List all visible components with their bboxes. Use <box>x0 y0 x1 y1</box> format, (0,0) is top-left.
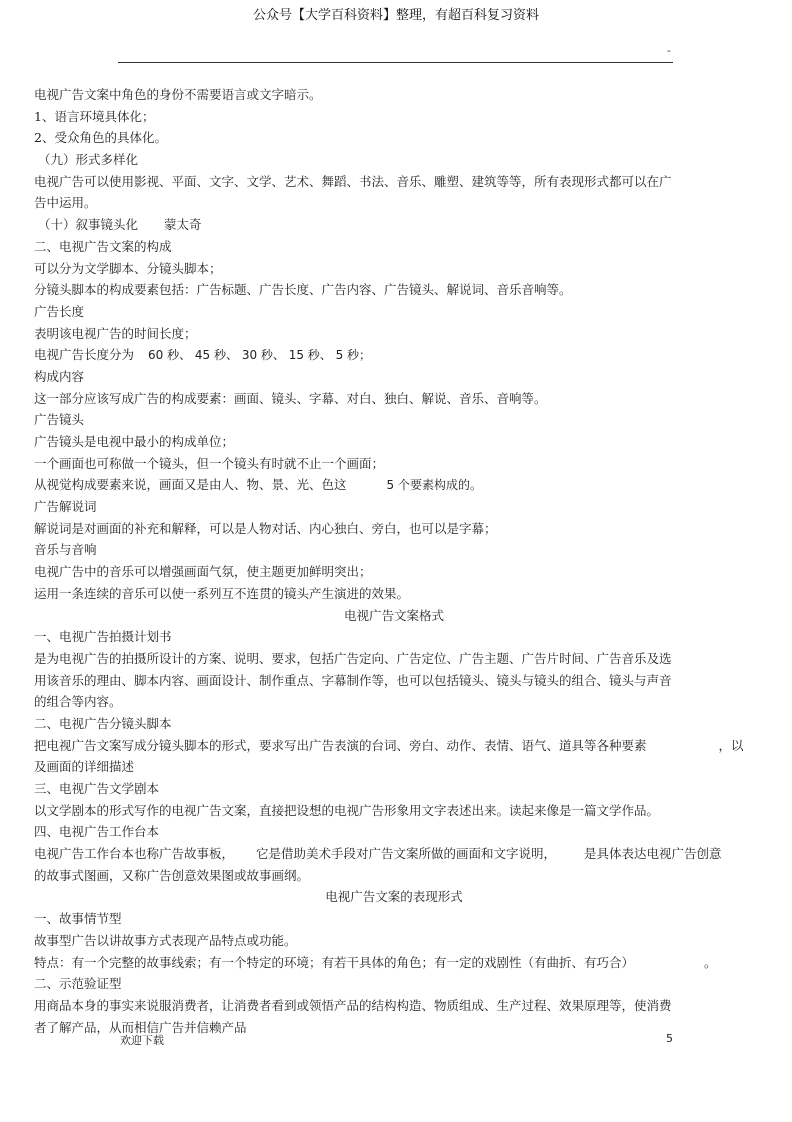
section-title: 电视广告文案的表现形式 <box>325 889 463 905</box>
page-header: 公众号【大学百科资料】整理，有超百科复习资料 <box>252 8 539 23</box>
document-body <box>34 84 754 1038</box>
heading-text: 蒙太奇 <box>164 217 202 233</box>
header-rule <box>118 62 673 63</box>
body-text: 电视广告工作台本也称广告故事板， <box>34 846 235 862</box>
body-text: 5 个要素构成的。 <box>386 478 482 493</box>
body-line: 的故事式图画，又称广告创意效果图或故事画纲。 <box>34 867 310 883</box>
body-line: 电视广告文案中角色的身份不需要语言或文字暗示。 <box>34 87 322 102</box>
body-line: 者了解产品，从而相信广告并信赖产品 <box>34 1019 247 1035</box>
body-line: 这一部分应该写成广告的构成要素：画面、镜头、字幕、对白、独白、解说、音乐、音响等。 <box>34 390 547 406</box>
body-line: 电视广告中的音乐可以增强画面气氛，使主题更加鲜明突出； <box>34 564 372 580</box>
body-line: 及画面的详细描述 <box>34 759 135 775</box>
subheading: 音乐与音响 <box>34 542 97 558</box>
section-heading: （九）形式多样化 <box>38 152 139 168</box>
list-item: 1、语言环境具体化； <box>34 108 155 124</box>
body-text: 把电视广告文案写成分镜头脚本的形式，要求写出广告表演的台词、旁白、动作、表情、语气、道具等各种要素 <box>34 737 647 753</box>
body-line: 告中运用。 <box>34 195 97 211</box>
body-line: 的组合等内容。 <box>34 694 122 710</box>
body-line: 故事型广告以讲故事方式表现产品特点或功能。 <box>34 932 297 948</box>
section-heading: 四、电视广告工作台本 <box>34 824 160 840</box>
heading-text: （十）叙事镜头化 <box>38 217 139 233</box>
subheading: 构成内容 <box>34 368 85 384</box>
list-item: 2、受众角色的具体化。 <box>34 130 167 146</box>
section-heading: 二、电视广告分镜头脚本 <box>34 715 172 731</box>
page-number: 5 <box>666 1032 673 1045</box>
header-dash: - <box>667 44 671 57</box>
section-heading: 一、故事情节型 <box>34 911 122 927</box>
body-line: 广告镜头是电视中最小的构成单位； <box>34 434 235 449</box>
body-line: 以文学剧本的形式写作的电视广告文案，直接把设想的电视广告形象用文字表述出来。读起来像是一篇文学作品。 <box>34 802 660 818</box>
footer-text: 欢迎下载 <box>120 1034 164 1047</box>
body-line: 运用一条连续的音乐可以使一系列互不连贯的镜头产生演进的效果。 <box>34 585 410 601</box>
body-line: 用商品本身的事实来说服消费者，让消费者看到或领悟产品的结构构造、物质组成、生产过程、效果原理等，使消费 <box>34 997 672 1013</box>
body-text: 它是借助美术手段对广告文案所做的画面和文字说明， <box>256 846 557 862</box>
section-heading: 二、示范验证型 <box>34 976 122 992</box>
body-text: 。 <box>704 954 717 970</box>
body-text: 特点：有一个完整的故事线索；有一个特定的环境；有若干具体的角色；有一定的戏剧性（有曲折、有巧合） <box>34 954 635 970</box>
body-line: 一个画面也可称做一个镜头，但一个镜头有时就不止一个画面； <box>34 455 385 471</box>
body-text: 从视觉构成要素来说，画面又是由人、物、景、光、色这 <box>34 477 347 493</box>
subheading: 广告镜头 <box>34 412 85 428</box>
body-text: 是具体表达电视广告创意 <box>584 846 722 862</box>
subheading: 广告长度 <box>34 303 85 319</box>
section-heading: 一、电视广告拍摄计划书 <box>34 629 172 645</box>
body-text: 60 秒、 45 秒、 30 秒、 15 秒、 5 秒； <box>148 348 372 363</box>
body-text: ，以 <box>718 737 744 753</box>
body-line <box>34 344 754 366</box>
body-line: 用该音乐的理由、脚本内容、画面设计、制作重点、字幕制作等，也可以包括镜头、镜头与镜头的组合、镜头与声音 <box>34 672 672 688</box>
body-line <box>34 952 754 974</box>
body-text: 电视广告长度分为 <box>34 347 135 363</box>
body-line <box>34 735 754 757</box>
subheading: 广告解说词 <box>34 499 97 515</box>
body-line: 可以分为文学脚本、分镜头脚本； <box>34 260 222 276</box>
body-line: 分镜头脚本的构成要素包括：广告标题、广告长度、广告内容、广告镜头、解说词、音乐音响等。 <box>34 282 572 298</box>
body-line <box>34 474 754 496</box>
section-heading: 二、电视广告文案的构成 <box>34 238 172 254</box>
body-line <box>34 843 754 865</box>
body-line: 电视广告可以使用影视、平面、文字、文学、艺术、舞蹈、书法、音乐、雕塑、建筑等等，所有表现形式都可以在广 <box>34 173 672 189</box>
section-heading <box>34 214 754 236</box>
body-line: 是为电视广告的拍摄所设计的方案、说明、要求，包括广告定向、广告定位、广告主题、广告片时间、广告音乐及选 <box>34 650 672 666</box>
section-heading: 三、电视广告文学剧本 <box>34 781 160 796</box>
body-line: 表明该电视广告的时间长度； <box>34 325 197 341</box>
body-line: 解说词是对画面的补充和解释，可以是人物对话、内心独白、旁白，也可以是字幕； <box>34 520 497 536</box>
section-title: 电视广告文案格式 <box>343 607 444 623</box>
